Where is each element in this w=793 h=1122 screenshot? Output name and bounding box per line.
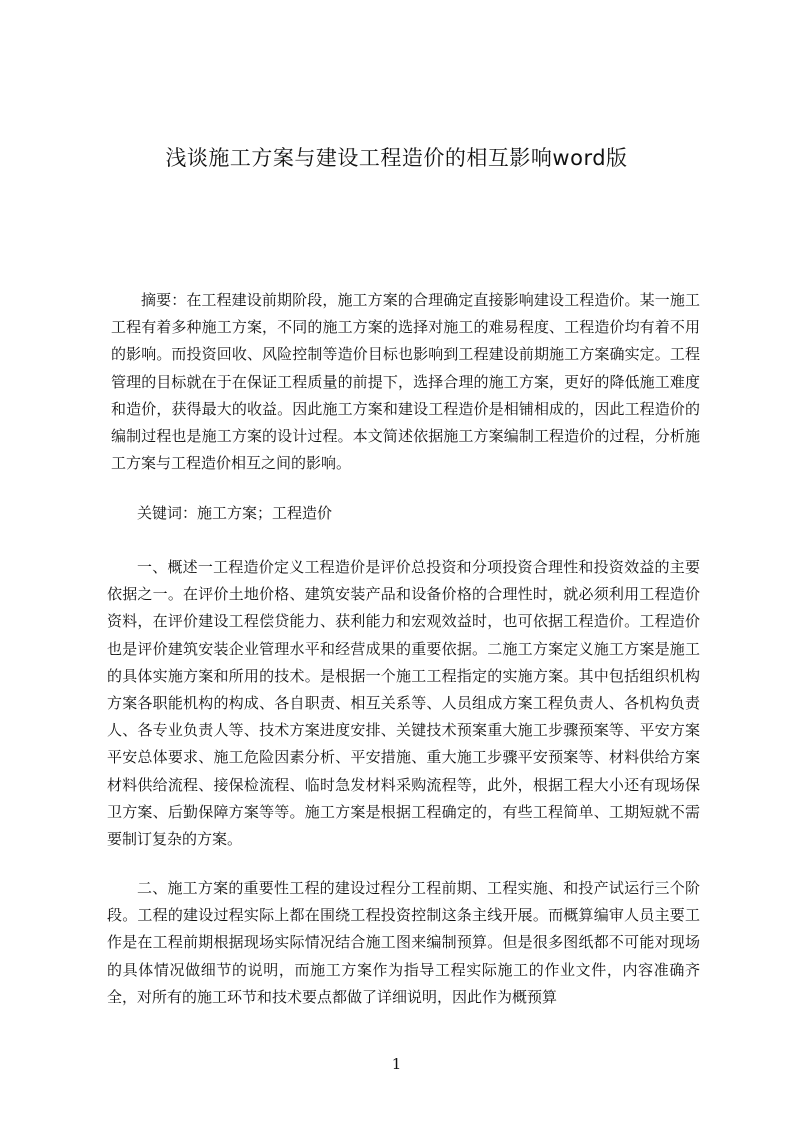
section-one-paragraph: 一、概述一工程造价定义工程造价是评价总投资和分项投资合理性和投资效益的主要依据之一。在评价土地价格、建筑安装产品和设备价格的合理性时，就必须利用工程造价资料，在评价建设工程偿贷能力、获利能力和宏观效益时，也可依据工程造价。工程造价也是评价建筑安装企业管理水平和经营成果的重要依据。二施工方案定义施工方案是施工的具体实施方案和所用的技术。是根据一个施工工程指定的实施方案。其中包括组织机构方案各职能机构的构成、各自职责、相互关系等、人员组成方案工程负责人、各机构负责人、各专业负责人等、技术方案进度安排、关键技术预案重大施工步骤预案等、平安方案平安总体要求、施工危险因素分析、平安措施、重大施工步骤平安预案等、材料供给方案材料供给流程、接保检流程、临时急发材料采购流程等，此外，根据工程大小还有现场保卫方案、后勤保障方案等等。施工方案是根据工程确定的，有些工程简单、工期短就不需要制订复杂的方案。 bbox=[107, 558, 700, 849]
keywords-paragraph: 关键词：施工方案；工程造价 bbox=[137, 504, 333, 522]
page-number: 1 bbox=[391, 1055, 402, 1073]
document-title: 浅谈施工方案与建设工程造价的相互影响word版 bbox=[165, 146, 628, 170]
section-two-paragraph: 二、施工方案的重要性工程的建设过程分工程前期、工程实施、和投产试运行三个阶段。工程的建设过程实际上都在围绕工程投资控制这条主线开展。而概算编审人员主要工作是在工程前期根据现场实际情况结合施工图来编制预算。但是很多图纸都不可能对现场的具体情况做细节的说明，而施工方案作为指导工程实际施工的作业文件，内容准确齐全，对所有的施工环节和技术要点都做了详细说明，因此作为概预算 bbox=[107, 879, 700, 1006]
abstract-paragraph: 摘要：在工程建设前期阶段，施工方案的合理确定直接影响建设工程造价。某一施工工程有着多种施工方案，不同的施工方案的选择对施工的难易程度、工程造价均有着不用的影响。而投资回收、风险控制等造价目标也影响到工程建设前期施工方案确实定。工程管理的目标就在于在保证工程质量的前提下，选择合理的施工方案，更好的降低施工难度和造价，获得最大的收益。因此施工方案和建设工程造价是相铺相成的，因此工程造价的编制过程也是施工方案的设计过程。本文简述依据施工方案编制工程造价的过程，分析施工方案与工程造价相互之间的影响。 bbox=[111, 291, 700, 473]
